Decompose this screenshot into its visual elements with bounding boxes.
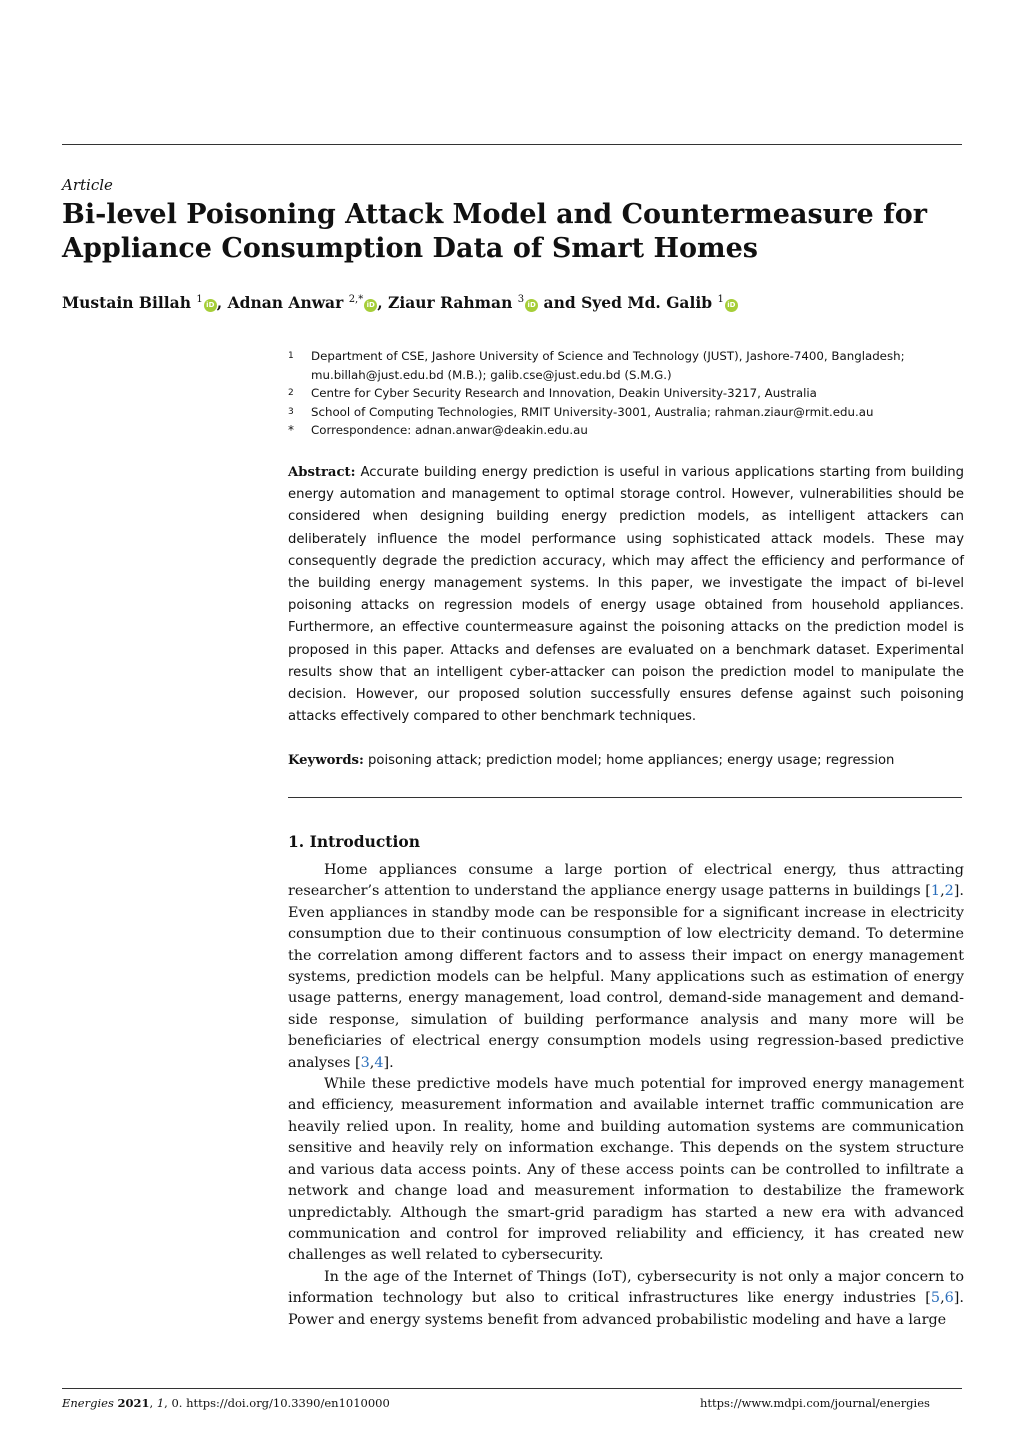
footer-doi: , 0. https://doi.org/10.3390/en1010000 bbox=[164, 1396, 390, 1410]
citation-link[interactable]: 2 bbox=[944, 883, 954, 900]
affiliation-text: Centre for Cyber Security Research and Innovation, Deakin University-3217, Australia bbox=[311, 386, 817, 400]
affiliation-text: School of Computing Technologies, RMIT University-3001, Australia; rahman.ziaur@rmit.edu.au bbox=[311, 404, 874, 419]
body-text-run: ]. Even appliances in standby mode can be responsible for a significant increase in electricity consumption due to their continuous consumption of low electricity demand. To determine the correlation among different factors and to assess their impact on energy management systems, prediction models can be helpful. Many applications such as estimation of energy usage patterns, energy management, load control, demand-side management and demand-side response, simulation of building performance analysis and many more will be beneficiaries of electrical energy consumption models using regression-based predictive analyses [ bbox=[288, 883, 964, 1071]
footer-citation: Energies 2021, 1, 0. https://doi.org/10.3390/en1010000 bbox=[62, 1396, 390, 1410]
keywords bbox=[288, 750, 964, 772]
body-text-run: Home appliances consume a large portion of electrical energy, thus attracting researcher’s attention to understand the appliance energy usage patterns in buildings [ bbox=[288, 862, 964, 900]
article-type: Article bbox=[62, 176, 113, 194]
body-paragraph bbox=[288, 860, 964, 1074]
body-text-run: , bbox=[369, 1054, 375, 1071]
author-name[interactable]: Ziaur Rahman bbox=[388, 293, 513, 312]
author-separator: , bbox=[216, 293, 228, 312]
citation-link[interactable]: 3 bbox=[360, 1054, 370, 1071]
abstract bbox=[288, 462, 964, 728]
author-list bbox=[62, 293, 738, 312]
author-affiliation-mark: 1 bbox=[717, 294, 724, 305]
body-text-run: ]. Power and energy systems benefit from advanced probabilistic modeling and have a large bbox=[288, 1290, 964, 1328]
orcid-icon[interactable]: iD bbox=[204, 299, 217, 312]
author-separator: and bbox=[538, 293, 582, 312]
abstract-label: Abstract: bbox=[288, 465, 356, 480]
body-text-run: , bbox=[940, 883, 945, 900]
body-paragraph bbox=[288, 1074, 964, 1267]
affiliation-mark: * bbox=[288, 423, 294, 437]
body-text-run: , bbox=[940, 1290, 945, 1307]
footer-journal: Energies bbox=[62, 1396, 114, 1410]
affiliation-item bbox=[288, 347, 962, 384]
citation-link[interactable]: 1 bbox=[930, 883, 941, 900]
affiliation-item bbox=[288, 403, 962, 422]
body-paragraph bbox=[288, 1267, 964, 1331]
author-name[interactable]: Adnan Anwar bbox=[227, 293, 344, 312]
affiliation-mark: 2 bbox=[288, 388, 294, 398]
affiliation-item bbox=[288, 421, 962, 440]
affiliation-mark: 1 bbox=[288, 351, 294, 361]
keywords-text: poisoning attack; prediction model; home appliances; energy usage; regression bbox=[368, 753, 895, 768]
citation-link[interactable]: 5 bbox=[930, 1290, 941, 1307]
author-affiliation-mark: 1 bbox=[196, 294, 203, 305]
affiliation-text: Correspondence: adnan.anwar@deakin.edu.au bbox=[311, 423, 588, 437]
author-affiliation-mark: 2,* bbox=[348, 294, 364, 305]
keywords-rule bbox=[288, 797, 962, 798]
orcid-icon[interactable]: iD bbox=[364, 299, 377, 312]
section-body bbox=[288, 860, 964, 1331]
affiliation-text: Department of CSE, Jashore University of Science and Technology (JUST), Jashore-7400, Bangladesh; mu.billah@just.edu.bd (M.B.); galib.cse@just.edu.bd (S.M.G.) bbox=[311, 349, 905, 382]
author-separator: , bbox=[377, 293, 389, 312]
keywords-label: Keywords: bbox=[288, 753, 364, 768]
footer-year: 2021 bbox=[117, 1396, 150, 1410]
body-text-run: In the age of the Internet of Things (IoT), cybersecurity is not only a major concern to information technology but also to critical infrastructures like energy industries [ bbox=[288, 1268, 964, 1307]
citation-link[interactable]: 6 bbox=[944, 1290, 954, 1307]
author-name[interactable]: Mustain Billah bbox=[62, 293, 191, 312]
header-rule bbox=[62, 144, 962, 145]
author-name[interactable]: Syed Md. Galib bbox=[581, 293, 713, 312]
affiliations bbox=[288, 347, 962, 440]
author-affiliation-mark: 3 bbox=[517, 294, 525, 305]
abstract-text: Accurate building energy prediction is useful in various applications starting from building energy automation and management to optimal storage control. However, vulnerabilities should be considered when designing building energy prediction models, as intelligent attackers can deliberately influence the model performance using sophisticated attack models. These may consequently degrade the prediction accuracy, which may affect the efficiency and performance of the building energy management systems. In this paper, we investigate the impact of bi-level poisoning attacks on regression models of energy usage obtained from household appliances. Furthermore, an effective countermeasure against the poisoning attacks on the prediction model is proposed in this paper. Attacks and defenses are evaluated on a benchmark dataset. Experimental results show that an intelligent cyber-attacker can poison the prediction model to manipulate the decision. However, our proposed solution successfully ensures defense against such poisoning attacks effectively compared to other benchmark techniques. bbox=[288, 465, 964, 725]
section-heading: 1. Introduction bbox=[288, 832, 420, 851]
body-text-run: ]. bbox=[383, 1054, 394, 1071]
orcid-icon[interactable]: iD bbox=[725, 299, 738, 312]
affiliation-item bbox=[288, 384, 962, 403]
paper-title: Bi-level Poisoning Attack Model and Countermeasure for Appliance Consumption Data of Smart Homes bbox=[62, 199, 927, 264]
footer-volume: 1 bbox=[156, 1396, 165, 1410]
citation-link[interactable]: 4 bbox=[374, 1054, 384, 1071]
orcid-icon[interactable]: iD bbox=[525, 299, 538, 312]
body-text-run: While these predictive models have much potential for improved energy management and efficiency, measurement information and available internet traffic communication are heavily relied upon. In reality, home and building automation systems are communication sensitive and heavily rely on information exchange. This depends on the system structure and various data access points. Any of these access points can be controlled to infiltrate a network and change load and measurement information to destabilize the framework unpredictably. Although the smart-grid paradigm has started a new era with advanced communication and control for improved reliability and efficiency, it has created new challenges as well related to cybersecurity. bbox=[288, 1076, 964, 1264]
footer-rule bbox=[62, 1388, 962, 1389]
footer-journal-url[interactable]: https://www.mdpi.com/journal/energies bbox=[700, 1396, 930, 1410]
affiliation-mark: 3 bbox=[288, 406, 294, 417]
